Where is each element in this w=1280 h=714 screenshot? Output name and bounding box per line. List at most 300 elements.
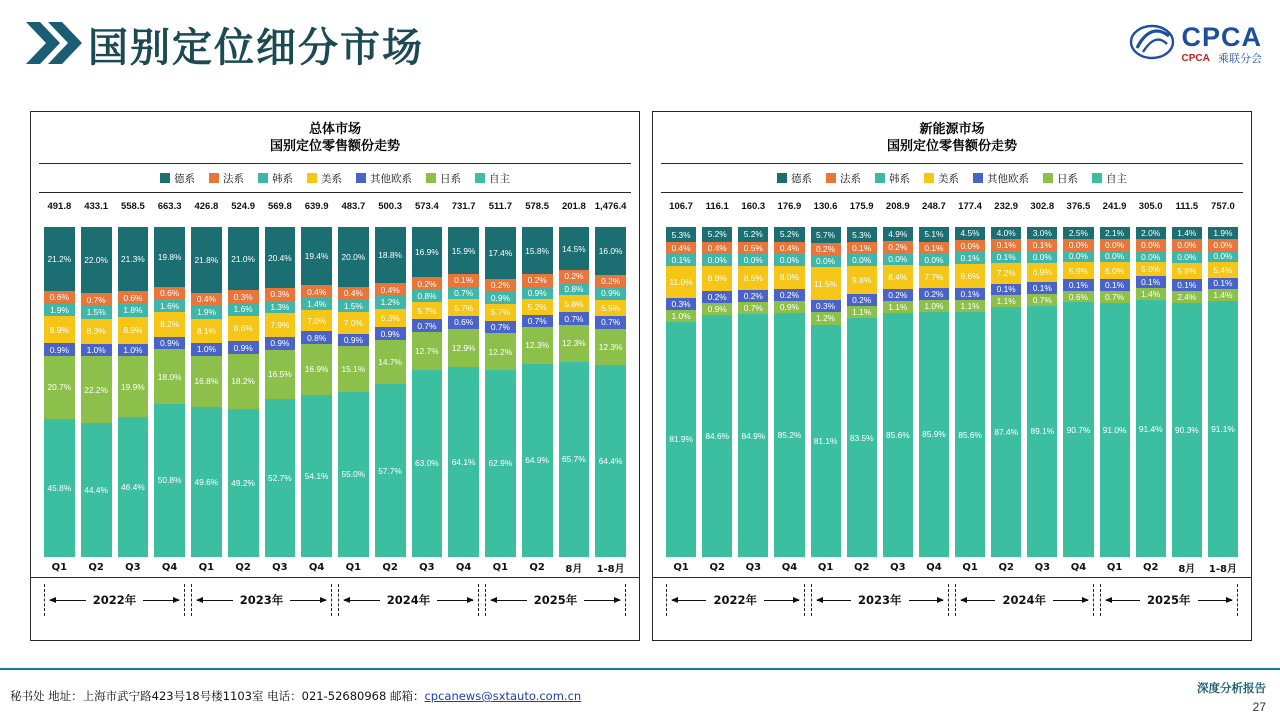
- bar-segment: 0.2%: [883, 289, 913, 301]
- bar-segment: 0.6%: [154, 287, 185, 300]
- bar-segment: 5.7%: [412, 302, 443, 319]
- bar-segment: 0.4%: [301, 285, 332, 298]
- x-axis-label: Q1: [345, 561, 362, 573]
- year-group: [666, 584, 805, 616]
- bar-segment: 11.5%: [811, 267, 841, 300]
- bar-segment: 2.4%: [1172, 291, 1202, 303]
- bar-segment: 85.6%: [883, 313, 913, 557]
- bar-segment: 0.0%: [847, 254, 877, 266]
- bar-segment: 14.5%: [559, 227, 590, 270]
- x-axis-label: Q1: [51, 561, 68, 573]
- x-axis-label: 8月: [565, 563, 583, 575]
- bar-column[interactable]: [225, 227, 262, 557]
- bar-segment: 0.8%: [412, 290, 443, 303]
- bar-segment: 5.2%: [522, 299, 553, 314]
- bar-segment: 12.3%: [559, 325, 590, 362]
- bar-segment: 0.4%: [774, 242, 804, 254]
- logo-sub-left: CPCA: [1181, 52, 1210, 64]
- legend-item-1[interactable]: [209, 171, 244, 186]
- bar-segment: 18.0%: [154, 349, 185, 403]
- bar-segment: 17.4%: [485, 227, 516, 279]
- legend-label: 韩系: [889, 172, 910, 185]
- bar-segment: 0.1%: [919, 242, 949, 254]
- bar-column[interactable]: [335, 227, 372, 557]
- total-value: 491.8: [47, 201, 72, 212]
- bar-segment: 0.9%: [485, 291, 516, 304]
- bar-segment: 3.0%: [1027, 227, 1057, 239]
- bar-segment: 57.7%: [375, 384, 406, 557]
- bar-segment: 87.4%: [991, 307, 1021, 557]
- bar-segment: 0.9%: [338, 334, 369, 347]
- bar-segment: 90.3%: [1172, 303, 1202, 557]
- legend-label: 法系: [840, 172, 861, 185]
- bar-segment: 0.1%: [991, 284, 1021, 296]
- totals-row-nev: [653, 201, 1251, 219]
- legend-swatch-icon: [777, 173, 787, 183]
- bar-segment: 1.0%: [919, 300, 949, 312]
- total-value: 524.9: [231, 201, 256, 212]
- legend-item-2[interactable]: [258, 171, 293, 186]
- total-value: 569.8: [267, 201, 292, 212]
- bar-column[interactable]: [262, 227, 299, 557]
- total-value: 483.7: [341, 201, 366, 212]
- total-value: 208.9: [885, 201, 910, 212]
- chart-title-line1: 新能源市场: [919, 122, 985, 137]
- bar-segment: 0.9%: [228, 341, 259, 354]
- total-value: 248.7: [922, 201, 946, 212]
- chart-title-nev: [653, 112, 1251, 155]
- bar-segment: 0.9%: [702, 303, 732, 315]
- bar-segment: 8.4%: [883, 265, 913, 289]
- bar-segment: 0.9%: [595, 287, 626, 300]
- page-footer: [0, 672, 1280, 712]
- x-axis-label: Q4: [161, 561, 178, 573]
- bar-column[interactable]: [880, 227, 916, 557]
- bar-segment: 0.1%: [1027, 282, 1057, 294]
- bar-segment: 89.1%: [1027, 306, 1057, 557]
- x-axis-label: Q3: [745, 561, 762, 573]
- bar-column[interactable]: [592, 227, 629, 557]
- bar-segment: 1.5%: [81, 306, 112, 319]
- bar-segment: 0.2%: [738, 290, 768, 302]
- year-group: [485, 584, 626, 616]
- cpca-logo: [1129, 20, 1262, 68]
- totals-row-overall: [31, 201, 639, 219]
- bar-segment: 0.7%: [559, 312, 590, 325]
- legend-label: 韩系: [272, 172, 293, 185]
- bar-segment: 81.9%: [666, 322, 696, 557]
- bar-segment: 91.4%: [1136, 300, 1166, 557]
- bar-segment: 65.7%: [559, 362, 590, 558]
- year-group: [44, 584, 185, 616]
- bar-segment: 90.7%: [1063, 302, 1093, 557]
- bar-segment: 0.2%: [485, 279, 516, 292]
- bar-segment: 0.9%: [375, 327, 406, 340]
- bar-segment: 0.0%: [1172, 239, 1202, 251]
- bar-segment: 8.3%: [81, 319, 112, 344]
- legend-item-0[interactable]: [777, 171, 812, 186]
- bar-segment: 0.2%: [412, 277, 443, 290]
- bar-segment: 62.9%: [485, 370, 516, 557]
- bar-segment: 1.1%: [847, 306, 877, 318]
- bar-column[interactable]: [1133, 227, 1169, 557]
- legend-item-1[interactable]: [826, 171, 861, 186]
- x-axis-label: Q1: [673, 561, 689, 573]
- cpca-mark-icon: [1129, 22, 1175, 66]
- bar-segment: 5.7%: [811, 227, 841, 243]
- legend-swatch-icon: [475, 173, 485, 183]
- bar-segment: 21.0%: [228, 227, 259, 290]
- legend-label: 法系: [223, 172, 244, 185]
- bar-segment: 18.8%: [375, 227, 406, 283]
- bar-segment: 0.9%: [522, 287, 553, 300]
- bar-segment: 55.0%: [338, 392, 369, 557]
- bar-column[interactable]: [519, 227, 556, 557]
- year-label: 2023年: [233, 592, 291, 608]
- bar-segment: 1.8%: [118, 304, 149, 317]
- total-value: 106.7: [669, 201, 693, 212]
- bar-segment: 0.1%: [666, 254, 696, 266]
- bar-segment: 64.1%: [448, 367, 479, 557]
- stacked-bar-chart-overall: [31, 227, 639, 557]
- chart-title-line1: 总体市场: [308, 122, 361, 137]
- bar-segment: 50.8%: [154, 404, 185, 557]
- bar-segment: 0.3%: [666, 298, 696, 310]
- bar-segment: 12.7%: [412, 332, 443, 370]
- bar-segment: 0.2%: [522, 274, 553, 287]
- legend-item-2[interactable]: [875, 171, 910, 186]
- legend-item-6[interactable]: [475, 171, 510, 186]
- bar-segment: 0.2%: [847, 294, 877, 306]
- x-axis-label: Q4: [455, 561, 472, 573]
- total-value: 426.8: [194, 201, 219, 212]
- x-axis-label: Q2: [853, 561, 870, 573]
- bar-column[interactable]: [808, 227, 844, 557]
- bar-segment: 21.3%: [118, 227, 149, 291]
- bar-column[interactable]: [1097, 227, 1133, 557]
- total-value: 573.4: [414, 201, 439, 212]
- x-axis-label: Q3: [125, 561, 141, 573]
- bar-segment: 1.9%: [44, 304, 75, 317]
- x-axis-label: Q2: [382, 561, 398, 573]
- bar-segment: 14.7%: [375, 340, 406, 384]
- bar-segment: 1.6%: [228, 303, 259, 316]
- year-group: [1100, 584, 1239, 616]
- bar-segment: 5.7%: [485, 304, 516, 321]
- bar-segment: 0.0%: [738, 254, 768, 266]
- total-value: 663.3: [157, 201, 182, 212]
- bar-column[interactable]: [298, 227, 335, 557]
- bar-segment: 5.1%: [919, 227, 949, 242]
- total-value: 111.5: [1175, 201, 1199, 212]
- year-groups-overall: [31, 578, 639, 622]
- bar-segment: 0.0%: [1172, 251, 1202, 263]
- total-value: 302.8: [1030, 201, 1055, 212]
- bar-segment: 5.4%: [1208, 262, 1238, 277]
- bar-segment: 1.0%: [666, 310, 696, 322]
- bar-segment: 0.1%: [847, 242, 877, 254]
- bar-segment: 19.9%: [118, 356, 149, 416]
- bar-segment: 0.7%: [1100, 291, 1130, 303]
- year-group: [811, 584, 950, 616]
- year-label: 2023年: [851, 592, 909, 608]
- bar-column[interactable]: [663, 227, 699, 557]
- bar-column[interactable]: [699, 227, 735, 557]
- total-value: 1,476.4: [594, 201, 627, 212]
- bar-column[interactable]: [1024, 227, 1060, 557]
- bar-column[interactable]: [1060, 227, 1096, 557]
- bar-segment: 0.0%: [1027, 251, 1057, 263]
- legend-swatch-icon: [209, 173, 219, 183]
- legend-swatch-icon: [924, 173, 934, 183]
- bar-segment: 7.7%: [919, 266, 949, 288]
- bar-segment: 1.3%: [265, 301, 296, 314]
- bar-segment: 0.0%: [919, 254, 949, 266]
- bar-segment: 64.4%: [595, 365, 626, 557]
- x-axis-label: 1-8月: [596, 563, 625, 575]
- bar-segment: 44.4%: [81, 423, 112, 557]
- bar-segment: 0.0%: [1100, 251, 1130, 263]
- bar-segment: 0.0%: [811, 255, 841, 267]
- bar-segment: 84.6%: [702, 315, 732, 557]
- bar-segment: 0.4%: [338, 287, 369, 300]
- logo-sub-right: 乘联分会: [1218, 52, 1262, 65]
- bar-column[interactable]: [844, 227, 880, 557]
- legend-item-6[interactable]: [1092, 171, 1127, 186]
- x-axis-label: Q4: [781, 561, 798, 573]
- bar-segment: 0.7%: [485, 321, 516, 334]
- bar-segment: 0.0%: [1136, 239, 1166, 251]
- bar-segment: 8.8%: [702, 266, 732, 291]
- bar-segment: 15.1%: [338, 346, 369, 391]
- legend-swatch-icon: [160, 173, 170, 183]
- legend-item-0[interactable]: [160, 171, 195, 186]
- bar-segment: 21.2%: [44, 227, 75, 291]
- legend-item-5[interactable]: [426, 171, 461, 186]
- bar-column[interactable]: [916, 227, 952, 557]
- bar-column[interactable]: [41, 227, 78, 557]
- bar-segment: 0.0%: [1208, 251, 1238, 263]
- bar-segment: 5.3%: [666, 227, 696, 242]
- total-value: 578.5: [525, 201, 550, 212]
- legend-label: 自主: [1106, 172, 1127, 185]
- bar-segment: 1.2%: [375, 296, 406, 309]
- bar-segment: 0.3%: [265, 288, 296, 301]
- bar-segment: 1.9%: [1208, 227, 1238, 239]
- bar-segment: 0.0%: [955, 240, 985, 252]
- bar-segment: 0.2%: [595, 275, 626, 288]
- bar-column[interactable]: [409, 227, 446, 557]
- bar-segment: 1.4%: [1172, 227, 1202, 239]
- total-value: 500.3: [378, 201, 403, 212]
- bar-segment: 5.3%: [847, 227, 877, 242]
- bar-segment: 0.3%: [228, 290, 259, 303]
- stacked-bar-chart-nev: [653, 227, 1251, 557]
- bar-segment: 8.6%: [228, 316, 259, 342]
- page-header: [0, 0, 1280, 88]
- bar-segment: 5.0%: [1136, 262, 1166, 276]
- bar-segment: 16.8%: [191, 356, 222, 407]
- bar-segment: 20.4%: [265, 227, 296, 288]
- legend-swatch-icon: [258, 173, 268, 183]
- x-axis-label: Q2: [88, 561, 104, 573]
- legend-item-4[interactable]: [356, 171, 412, 186]
- bar-segment: 5.9%: [1063, 262, 1093, 279]
- x-axis-label: Q1: [198, 561, 215, 573]
- total-value: 177.4: [958, 201, 982, 212]
- legend-item-5[interactable]: [1043, 171, 1078, 186]
- bar-segment: 0.2%: [774, 289, 804, 301]
- bar-segment: 1.1%: [991, 295, 1021, 307]
- bar-column[interactable]: [372, 227, 409, 557]
- bar-segment: 16.5%: [265, 350, 296, 399]
- bar-segment: 81.1%: [811, 325, 841, 558]
- legend-label: 其他欧系: [370, 172, 412, 185]
- bar-column[interactable]: [115, 227, 152, 557]
- bar-segment: 1.0%: [118, 344, 149, 357]
- bar-segment: 54.1%: [301, 395, 332, 557]
- bar-segment: 0.0%: [883, 253, 913, 265]
- bar-column[interactable]: [188, 227, 225, 557]
- double-chevron-icon: [26, 18, 82, 68]
- bar-segment: 15.9%: [448, 227, 479, 274]
- bar-segment: 1.9%: [191, 306, 222, 319]
- x-axis-label: Q2: [709, 561, 725, 573]
- bar-segment: 8.9%: [44, 316, 75, 343]
- bar-segment: 0.1%: [955, 252, 985, 264]
- bar-segment: 0.2%: [919, 288, 949, 300]
- bar-segment: 0.7%: [81, 293, 112, 306]
- bar-segment: 2.0%: [1136, 227, 1166, 239]
- legend-label: 美系: [321, 172, 342, 185]
- x-axis-label: Q3: [890, 561, 906, 573]
- legend-label: 德系: [791, 172, 812, 185]
- chart-legend-nev: [661, 164, 1243, 193]
- chart-title-line2: 国别定位零售额份走势: [269, 139, 400, 154]
- bar-segment: 0.4%: [375, 283, 406, 296]
- total-value: 175.9: [849, 201, 874, 212]
- bar-segment: 84.9%: [738, 314, 768, 557]
- bar-segment: 1.4%: [1136, 288, 1166, 300]
- legend-swatch-icon: [973, 173, 983, 183]
- bar-segment: 0.6%: [118, 291, 149, 304]
- bar-segment: 1.5%: [338, 300, 369, 313]
- bar-column[interactable]: [735, 227, 771, 557]
- bar-segment: 20.7%: [44, 356, 75, 419]
- bar-segment: 5.2%: [702, 227, 732, 242]
- x-axis-label: 1-8月: [1208, 563, 1237, 575]
- bar-segment: 18.2%: [228, 354, 259, 409]
- bar-column[interactable]: [78, 227, 115, 557]
- bar-segment: 0.1%: [1172, 279, 1202, 291]
- bar-segment: 0.5%: [738, 242, 768, 254]
- total-value: 376.5: [1066, 201, 1091, 212]
- bar-segment: 0.6%: [1063, 291, 1093, 303]
- x-axis-label: Q1: [1106, 561, 1123, 573]
- bar-segment: 20.0%: [338, 227, 369, 287]
- bar-column[interactable]: [151, 227, 188, 557]
- bar-segment: 0.6%: [44, 291, 75, 304]
- bar-segment: 0.1%: [991, 239, 1021, 251]
- bar-segment: 0.8%: [301, 331, 332, 344]
- bar-segment: 0.9%: [44, 343, 75, 356]
- bar-segment: 7.2%: [991, 263, 1021, 284]
- bar-segment: 0.9%: [774, 301, 804, 313]
- x-axis-label: Q4: [308, 561, 325, 573]
- bar-segment: 85.6%: [955, 312, 985, 557]
- total-value: 558.5: [120, 201, 145, 212]
- legend-item-4[interactable]: [973, 171, 1029, 186]
- legend-label: 德系: [174, 172, 195, 185]
- bar-segment: 0.1%: [1027, 239, 1057, 251]
- legend-swatch-icon: [1043, 173, 1053, 183]
- bar-segment: 4.9%: [883, 227, 913, 241]
- x-axis-label: Q4: [926, 561, 942, 573]
- bar-column[interactable]: [482, 227, 519, 557]
- bar-segment: 11.0%: [666, 266, 696, 298]
- bar-segment: 0.2%: [811, 243, 841, 255]
- chart-panel-overall-market: [30, 111, 640, 641]
- year-group: [191, 584, 332, 616]
- bar-segment: 0.6%: [448, 316, 479, 328]
- x-axis-label: Q1: [817, 561, 834, 573]
- bar-segment: 0.9%: [154, 337, 185, 350]
- bar-segment: 8.6%: [955, 264, 985, 289]
- footer-email-link[interactable]: cpcanews@sxtauto.com.cn: [424, 689, 582, 703]
- bar-column[interactable]: [1205, 227, 1241, 557]
- bar-segment: 0.3%: [811, 300, 841, 312]
- bar-segment: 5.7%: [448, 299, 479, 316]
- bar-column[interactable]: [771, 227, 807, 557]
- bar-segment: 0.7%: [448, 287, 479, 299]
- bar-segment: 5.2%: [774, 227, 804, 242]
- bar-column[interactable]: [1169, 227, 1205, 557]
- bar-segment: 4.5%: [955, 227, 985, 240]
- year-group: [955, 584, 1094, 616]
- bar-segment: 0.0%: [1063, 251, 1093, 263]
- legend-item-3[interactable]: [307, 171, 342, 186]
- bar-segment: 0.2%: [702, 291, 732, 303]
- bar-segment: 0.7%: [1027, 294, 1057, 306]
- total-value: 201.8: [561, 201, 586, 212]
- legend-item-3[interactable]: [924, 171, 959, 186]
- year-label: 2022年: [86, 592, 144, 608]
- total-value: 731.7: [451, 201, 476, 212]
- x-axis-label: Q4: [1070, 561, 1087, 573]
- bar-segment: 1.2%: [811, 312, 841, 324]
- year-label: 2025年: [1140, 592, 1198, 608]
- bar-segment: 8.9%: [118, 317, 149, 344]
- legend-swatch-icon: [875, 173, 885, 183]
- bar-segment: 22.0%: [81, 227, 112, 293]
- bar-column[interactable]: [556, 227, 593, 557]
- bar-segment: 0.1%: [1208, 278, 1238, 290]
- bar-segment: 6.9%: [1027, 263, 1057, 282]
- footer-brand: 深度分析报告: [1197, 681, 1266, 695]
- bar-segment: 85.9%: [919, 312, 949, 557]
- bar-column[interactable]: [988, 227, 1024, 557]
- bar-segment: 1.1%: [883, 301, 913, 313]
- bar-column[interactable]: [952, 227, 988, 557]
- total-value: 241.9: [1102, 201, 1127, 212]
- legend-swatch-icon: [307, 173, 317, 183]
- x-axis-label: Q2: [529, 561, 545, 573]
- x-axis-labels-nev: [653, 557, 1251, 578]
- bar-segment: 49.2%: [228, 409, 259, 557]
- legend-label: 自主: [489, 172, 510, 185]
- year-groups-nev: [653, 578, 1251, 622]
- bar-column[interactable]: [445, 227, 482, 557]
